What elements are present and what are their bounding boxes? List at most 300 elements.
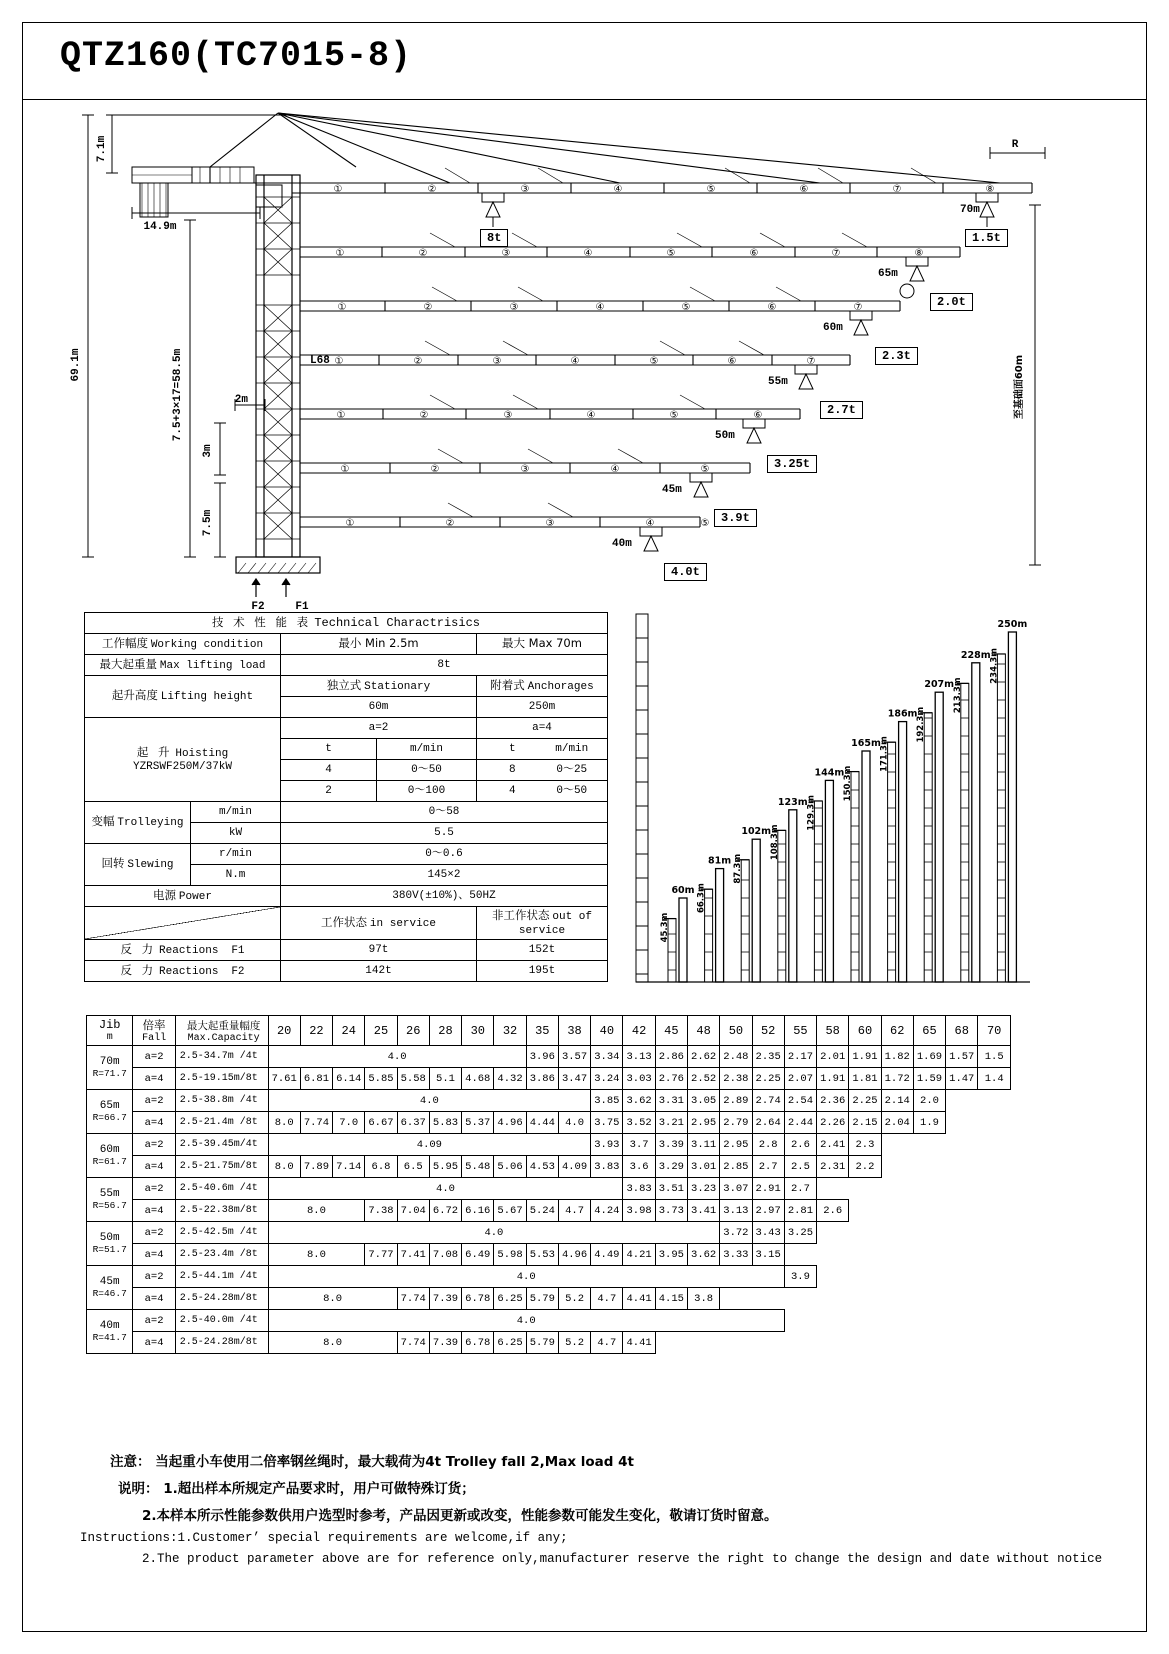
bar-label-anchored-3: 123m (777, 796, 808, 808)
cell-load-value: 7.41 (397, 1244, 429, 1266)
cell-load-value: 2.86 (655, 1046, 687, 1068)
label-working-condition-en: Working condition (150, 638, 264, 651)
note-cn-2: 2.本样本所示性能参数供用户选型时参考，产品因更新或改变，性能参数可能发生变化，敬请订货时留意。 (142, 1508, 778, 1524)
cell-load-value: 1.91 (817, 1068, 849, 1090)
svg-text:①: ① (336, 410, 346, 421)
label-reaction-f2-en: Reactions (159, 965, 219, 978)
bar-anchored-5 (862, 751, 870, 982)
svg-text:②: ② (418, 248, 428, 259)
cell-load-value: 3.11 (688, 1134, 720, 1156)
cell-load-value: 2.95 (688, 1112, 720, 1134)
row-reaction-f2 (85, 961, 608, 982)
load-capacity-table (86, 1015, 1011, 1354)
hoist-r2-a2-t: 2 (281, 781, 377, 802)
svg-text:R: R (1011, 139, 1019, 151)
jib-radius-value: R=71.7 (92, 1068, 127, 1079)
svg-text:②: ② (427, 184, 437, 195)
cell-load-value: 2.2 (849, 1156, 881, 1178)
label-power-cn: 电源 (153, 887, 177, 902)
svg-text:⑥: ⑥ (727, 356, 737, 367)
cell-max-capacity: 2.5-24.28m/8t (175, 1288, 268, 1310)
cell-jib-length (87, 1090, 133, 1134)
header-fall (133, 1016, 175, 1046)
header-capacity (175, 1016, 268, 1046)
reach-label-50m: 50m (715, 430, 735, 442)
cell-load-value: 7.74 (300, 1112, 332, 1134)
cell-max-capacity: 2.5-39.45m/4t (175, 1134, 268, 1156)
svg-text:至基础面60m: 至基础面60m (1014, 354, 1025, 420)
jib-70m (292, 183, 1032, 193)
label-reaction-f2-key: F2 (231, 965, 245, 978)
cell-max-capacity: 2.5-44.1m /4t (175, 1266, 268, 1288)
cell-load-value: 1.5 (978, 1046, 1011, 1068)
cell-max-capacity: 2.5-23.4m /8t (175, 1244, 268, 1266)
cell-jib-length (87, 1222, 133, 1266)
cell-constant-load: 4.0 (268, 1046, 526, 1068)
cell-load-value: 7.39 (429, 1288, 461, 1310)
cell-load-value: 4.44 (526, 1112, 558, 1134)
label-slewing (85, 844, 191, 886)
bar-label-anchored-4: 144m (814, 767, 845, 779)
cell-load-value: 3.85 (591, 1090, 623, 1112)
jib-50m (300, 409, 800, 419)
bar-anchored-3 (789, 810, 797, 982)
cell-load-value: 2.54 (784, 1090, 816, 1112)
cell-max-capacity: 2.5-38.8m /4t (175, 1090, 268, 1112)
label-hoisting-en: Hoisting (175, 747, 229, 760)
svg-text:①: ① (333, 184, 343, 195)
cell-load-value: 5.24 (526, 1200, 558, 1222)
cell-load-value: 3.73 (655, 1200, 687, 1222)
cell-max-capacity: 2.5-19.15m/8t (175, 1068, 268, 1090)
cell-empty (946, 1090, 1011, 1112)
cell-load-value: 1.82 (881, 1046, 913, 1068)
cell-load-value: 3.24 (591, 1068, 623, 1090)
label-max-load-cn: 最大起重量 (99, 656, 157, 671)
cell-load-value: 2.91 (752, 1178, 784, 1200)
bar-anchored-6 (899, 722, 907, 982)
cell-load-value: 8.0 (268, 1156, 300, 1178)
svg-text:④: ④ (610, 464, 620, 475)
cell-load-value: 2.36 (817, 1090, 849, 1112)
cell-load-value: 7.14 (333, 1156, 365, 1178)
bar-label-attachment-4: 129.3m (806, 794, 817, 831)
cell-load-value: 1.69 (913, 1046, 945, 1068)
cell-empty (881, 1134, 1010, 1156)
cell-empty (817, 1178, 1011, 1200)
cell-load-value: 3.7 (623, 1134, 655, 1156)
cell-load-value: 3.62 (623, 1090, 655, 1112)
header-radius-55: 55 (784, 1016, 816, 1046)
cell-load-value: 5.1 (429, 1068, 461, 1090)
cell-empty (817, 1222, 1011, 1244)
row-trolley-1 (85, 802, 608, 823)
jib-radius-value: R=41.7 (92, 1332, 127, 1343)
label-stationary (281, 676, 477, 697)
load-label-65m: 2.0t (930, 293, 973, 311)
unit-trolley-speed: m/min (191, 802, 281, 823)
cell-load-value: 3.07 (720, 1178, 752, 1200)
bar-attachment-5 (847, 772, 859, 982)
crane-drawing (60, 105, 1070, 613)
cell-load-value: 3.13 (623, 1046, 655, 1068)
cell-load-value: 1.9 (913, 1112, 945, 1134)
cell-load-value: 3.62 (688, 1244, 720, 1266)
cell-max-capacity: 2.5-21.4m /8t (175, 1112, 268, 1134)
cell-load-value: 3.03 (623, 1068, 655, 1090)
svg-text:⑦: ⑦ (892, 184, 902, 195)
label-in-service-en: in service (369, 917, 436, 930)
label-in-service-cn: 工作状态 (321, 914, 368, 929)
cell-load-value: 3.75 (591, 1112, 623, 1134)
height-chart-svg (634, 600, 1034, 1000)
label-in-service (281, 907, 477, 940)
table-row (87, 1112, 1011, 1134)
row-states (85, 907, 608, 940)
cell-load-value: 1.57 (946, 1046, 978, 1068)
cell-load-value: 2.85 (720, 1156, 752, 1178)
svg-text:④: ④ (570, 356, 580, 367)
reach-label-55m: 55m (768, 376, 788, 388)
jib-radius-value: R=46.7 (92, 1288, 127, 1299)
cell-load-value: 6.37 (397, 1112, 429, 1134)
cell-load-value: 3.39 (655, 1134, 687, 1156)
cell-fall: a=4 (133, 1244, 175, 1266)
cell-load-value: 1.47 (946, 1068, 978, 1090)
label-out-of-service (477, 907, 608, 940)
cell-load-value: 2.7 (784, 1178, 816, 1200)
header-radius-25: 25 (365, 1016, 397, 1046)
cell-load-value: 3.25 (784, 1222, 816, 1244)
label-max-load (85, 655, 281, 676)
bar-label-attachment-2: 87.3m (733, 853, 744, 884)
svg-text:③: ③ (520, 464, 530, 475)
cell-load-value: 5.2 (558, 1288, 590, 1310)
table-row (87, 1046, 1011, 1068)
capacity-table-head (87, 1016, 1011, 1046)
svg-text:F1: F1 (295, 601, 309, 613)
cell-load-value: 5.79 (526, 1332, 558, 1354)
bar-label-anchored-2: 102m (741, 826, 772, 838)
cell-empty (946, 1112, 1011, 1134)
svg-text:F2: F2 (251, 601, 265, 613)
label-hoisting (85, 718, 281, 802)
header-radius-62: 62 (881, 1016, 913, 1046)
cell-load-value: 3.05 (688, 1090, 720, 1112)
cell-load-value: 2.95 (720, 1134, 752, 1156)
cell-max-capacity: 2.5-24.28m/8t (175, 1332, 268, 1354)
cell-load-value: 2.04 (881, 1112, 913, 1134)
cell-max-capacity: 2.5-34.7m /4t (175, 1046, 268, 1068)
cell-load-value: 3.83 (591, 1156, 623, 1178)
value-slew-speed: 0～0.6 (281, 844, 608, 865)
header-radius-68: 68 (946, 1016, 978, 1046)
header-radius-45: 45 (655, 1016, 687, 1046)
label-lifting-height-en: Lifting height (160, 691, 254, 704)
table-row (87, 1288, 1011, 1310)
cell-load-value: 6.8 (365, 1156, 397, 1178)
svg-text:③: ③ (545, 518, 555, 529)
header-fall-cn: 倍率 (142, 1018, 166, 1032)
cell-load-value: 3.29 (655, 1156, 687, 1178)
svg-text:⑤: ⑤ (706, 184, 716, 195)
header-radius-58: 58 (817, 1016, 849, 1046)
cell-max-capacity: 2.5-40.6m /4t (175, 1178, 268, 1200)
cell-load-value: 3.31 (655, 1090, 687, 1112)
svg-text:④: ④ (586, 410, 596, 421)
unit-a4 (477, 739, 608, 760)
label-power-en: Power (178, 890, 212, 903)
header-radius-40: 40 (591, 1016, 623, 1046)
cell-load-value: 3.13 (720, 1200, 752, 1222)
cell-load-value: 2.7 (752, 1156, 784, 1178)
reach-label-40m: 40m (612, 538, 632, 550)
cell-empty (849, 1200, 1011, 1222)
svg-text:④: ④ (595, 302, 605, 313)
svg-text:⑦: ⑦ (806, 356, 816, 367)
cell-load-value: 2.48 (720, 1046, 752, 1068)
cell-load-value: 6.49 (462, 1244, 494, 1266)
cell-load-value: 6.16 (462, 1200, 494, 1222)
lifting-height-chart (634, 600, 1034, 1000)
cell-load-value: 3.21 (655, 1112, 687, 1134)
svg-text:3m: 3m (202, 444, 214, 458)
cell-load-value: 2.0 (913, 1090, 945, 1112)
cell-load-value: 2.31 (817, 1156, 849, 1178)
cell-load-value: 3.33 (720, 1244, 752, 1266)
header-radius-52: 52 (752, 1016, 784, 1046)
svg-text:③: ③ (503, 410, 513, 421)
jib-length-value: 65m (99, 1100, 120, 1112)
cell-load-value: 6.25 (494, 1288, 526, 1310)
bar-attachment-7 (920, 713, 932, 982)
cell-jib-length (87, 1046, 133, 1090)
cell-fall: a=4 (133, 1332, 175, 1354)
cell-load-value: 2.38 (720, 1068, 752, 1090)
cell-load-value: 5.67 (494, 1200, 526, 1222)
label-working-condition-cn: 工作幅度 (101, 635, 148, 650)
load-label-top: 8t (480, 229, 508, 247)
load-label-45m: 3.9t (714, 509, 757, 527)
cell-load-value: 6.5 (397, 1156, 429, 1178)
value-anchorage-height: 250m (477, 697, 608, 718)
spec-title-cell (85, 613, 608, 634)
cell-load-value: 3.96 (526, 1046, 558, 1068)
bar-label-attachment-5: 150.3m (843, 765, 853, 802)
header-radius-22: 22 (300, 1016, 332, 1046)
cell-load-value: 7.08 (429, 1244, 461, 1266)
svg-text:②: ② (430, 464, 440, 475)
cell-load-value: 6.67 (365, 1112, 397, 1134)
cell-load-value: 4.15 (655, 1288, 687, 1310)
label-power (85, 886, 281, 907)
cell-load-value: 1.81 (849, 1068, 881, 1090)
cell-load-value: 2.81 (784, 1200, 816, 1222)
cell-max-capacity: 2.5-42.5m /4t (175, 1222, 268, 1244)
cell-fall: a=4 (133, 1068, 175, 1090)
cell-load-value: 7.04 (397, 1200, 429, 1222)
cell-load-value: 3.9 (784, 1266, 816, 1288)
header-radius-28: 28 (429, 1016, 461, 1046)
label-reaction-f2-cn: 反 力 (120, 962, 157, 977)
cell-load-value: 1.4 (978, 1068, 1011, 1090)
cell-empty (881, 1156, 1010, 1178)
jib-length-value: 55m (99, 1188, 120, 1200)
cell-constant-load: 8.0 (268, 1332, 397, 1354)
svg-text:①: ① (340, 464, 350, 475)
cell-load-value: 2.26 (817, 1112, 849, 1134)
cell-load-value: 7.0 (333, 1112, 365, 1134)
cell-load-value: 7.89 (300, 1156, 332, 1178)
label-hoisting-cn: 起 升 (136, 744, 173, 759)
cell-jib-length (87, 1178, 133, 1222)
bar-label-anchored-7: 207m (924, 679, 955, 691)
cell-load-value: 2.3 (849, 1134, 881, 1156)
header-radius-32: 32 (494, 1016, 526, 1046)
cell-load-value: 2.76 (655, 1068, 687, 1090)
cell-load-value: 3.51 (655, 1178, 687, 1200)
header-radius-26: 26 (397, 1016, 429, 1046)
cell-load-value: 1.91 (849, 1046, 881, 1068)
unit-slew-speed: r/min (191, 844, 281, 865)
cell-empty (817, 1266, 1011, 1288)
cell-load-value: 4.7 (591, 1332, 623, 1354)
reach-label-70m: 70m (960, 204, 980, 216)
spec-title-cn: 技 术 性 能 表 (211, 615, 312, 630)
cell-load-value: 2.14 (881, 1090, 913, 1112)
bar-attachment-6 (884, 742, 896, 982)
value-min-radius: 最小 Min 2.5m (281, 634, 477, 655)
cell-load-value: 1.72 (881, 1068, 913, 1090)
cell-load-value: 6.25 (494, 1332, 526, 1354)
hoist-r2-a4 (477, 781, 608, 802)
bar-label-attachment-8: 213.3m (952, 677, 963, 714)
cell-load-value: 2.52 (688, 1068, 720, 1090)
header-radius-65: 65 (913, 1016, 945, 1046)
header-radius-35: 35 (526, 1016, 558, 1046)
cell-load-value: 6.72 (429, 1200, 461, 1222)
label-lifting-height-cn: 起升高度 (111, 688, 158, 703)
header-radius-60: 60 (849, 1016, 881, 1046)
cell-load-value: 2.62 (688, 1046, 720, 1068)
svg-text:7.1m: 7.1m (96, 135, 108, 163)
label-reaction-f1-cn: 反 力 (120, 941, 157, 956)
cell-fall: a=2 (133, 1090, 175, 1112)
cell-load-value: 2.01 (817, 1046, 849, 1068)
label-max-load-en: Max lifting load (159, 659, 266, 672)
value-a4: a=4 (477, 718, 608, 739)
jib-65m (300, 247, 960, 257)
value-trolley-speed: 0～58 (281, 802, 608, 823)
header-radius-42: 42 (623, 1016, 655, 1046)
row-reaction-f1 (85, 940, 608, 961)
svg-text:①: ① (335, 248, 345, 259)
header-radius-50: 50 (720, 1016, 752, 1046)
cell-load-value: 5.85 (365, 1068, 397, 1090)
value-a2: a=2 (281, 718, 477, 739)
cell-load-value: 3.43 (752, 1222, 784, 1244)
page-title: QTZ160(TC7015-8) (60, 36, 413, 76)
cell-load-value: 7.61 (268, 1068, 300, 1090)
bar-label-anchored-0: 60m (671, 885, 695, 896)
row-lifting-height-head (85, 676, 608, 697)
value-f1-out-service: 152t (477, 940, 608, 961)
bar-label-attachment-9: 234.3m (989, 647, 1000, 684)
svg-text:⑥: ⑥ (799, 184, 809, 195)
label-stationary-en: Stationary (364, 680, 431, 693)
label-out-of-service-cn: 非工作状态 (492, 908, 550, 922)
hoist-r2-a2-v: 0～100 (377, 781, 477, 802)
table-row (87, 1266, 1011, 1288)
cell-load-value: 2.17 (784, 1046, 816, 1068)
cell-load-value: 2.25 (752, 1068, 784, 1090)
cell-fall: a=2 (133, 1222, 175, 1244)
cell-load-value: 2.25 (849, 1090, 881, 1112)
label-anchorages-en: Anchorages (527, 680, 594, 693)
svg-text:④: ④ (583, 248, 593, 259)
svg-text:7.5m: 7.5m (202, 509, 214, 537)
table-row (87, 1134, 1011, 1156)
cell-fall: a=4 (133, 1156, 175, 1178)
value-f2-in-service: 142t (281, 961, 477, 982)
header-radius-70: 70 (978, 1016, 1011, 1046)
cell-load-value: 4.7 (558, 1200, 590, 1222)
cell-load-value: 2.07 (784, 1068, 816, 1090)
row-working-condition (85, 634, 608, 655)
jib-radius-value: R=56.7 (92, 1200, 127, 1211)
cell-load-value: 3.86 (526, 1068, 558, 1090)
bar-label-anchored-9: 250m (997, 619, 1028, 630)
svg-text:⑤: ⑤ (700, 464, 710, 475)
svg-text:⑦: ⑦ (831, 248, 841, 259)
table-row (87, 1178, 1011, 1200)
bar-label-attachment-7: 192.3m (916, 706, 927, 743)
label-lifting-height (85, 676, 281, 718)
row-max-load (85, 655, 608, 676)
svg-text:②: ② (419, 410, 429, 421)
svg-text:⑤: ⑤ (669, 410, 679, 421)
cell-constant-load: 8.0 (268, 1200, 365, 1222)
cell-load-value: 7.74 (397, 1332, 429, 1354)
value-stationary-height: 60m (281, 697, 477, 718)
hoist-r2-a4-v: 0～50 (556, 784, 588, 797)
cell-load-value: 2.8 (752, 1134, 784, 1156)
cell-load-value: 4.49 (591, 1244, 623, 1266)
svg-text:⑤: ⑤ (666, 248, 676, 259)
cell-load-value: 2.89 (720, 1090, 752, 1112)
cell-load-value: 2.44 (784, 1112, 816, 1134)
value-f2-out-service: 195t (477, 961, 608, 982)
bar-attachment-9 (993, 654, 1005, 982)
value-slew-torque: 145×2 (281, 865, 608, 886)
cell-fall: a=4 (133, 1200, 175, 1222)
label-slewing-cn: 回转 (101, 856, 125, 871)
bar-anchored-4 (825, 780, 833, 982)
table-row (87, 1200, 1011, 1222)
cell-fall: a=2 (133, 1310, 175, 1332)
cell-fall: a=4 (133, 1288, 175, 1310)
svg-text:①: ① (345, 518, 355, 529)
unit-a4-speed: m/min (555, 742, 589, 755)
cell-load-value: 3.98 (623, 1200, 655, 1222)
cell-load-value: 4.7 (591, 1288, 623, 1310)
hoist-r1-a4 (477, 760, 608, 781)
cell-load-value: 4.09 (558, 1156, 590, 1178)
svg-text:⑥: ⑥ (749, 248, 759, 259)
cell-empty (784, 1244, 1010, 1266)
header-fall-en: Fall (142, 1033, 167, 1044)
hoist-r1-a4-v: 0～25 (556, 763, 588, 776)
